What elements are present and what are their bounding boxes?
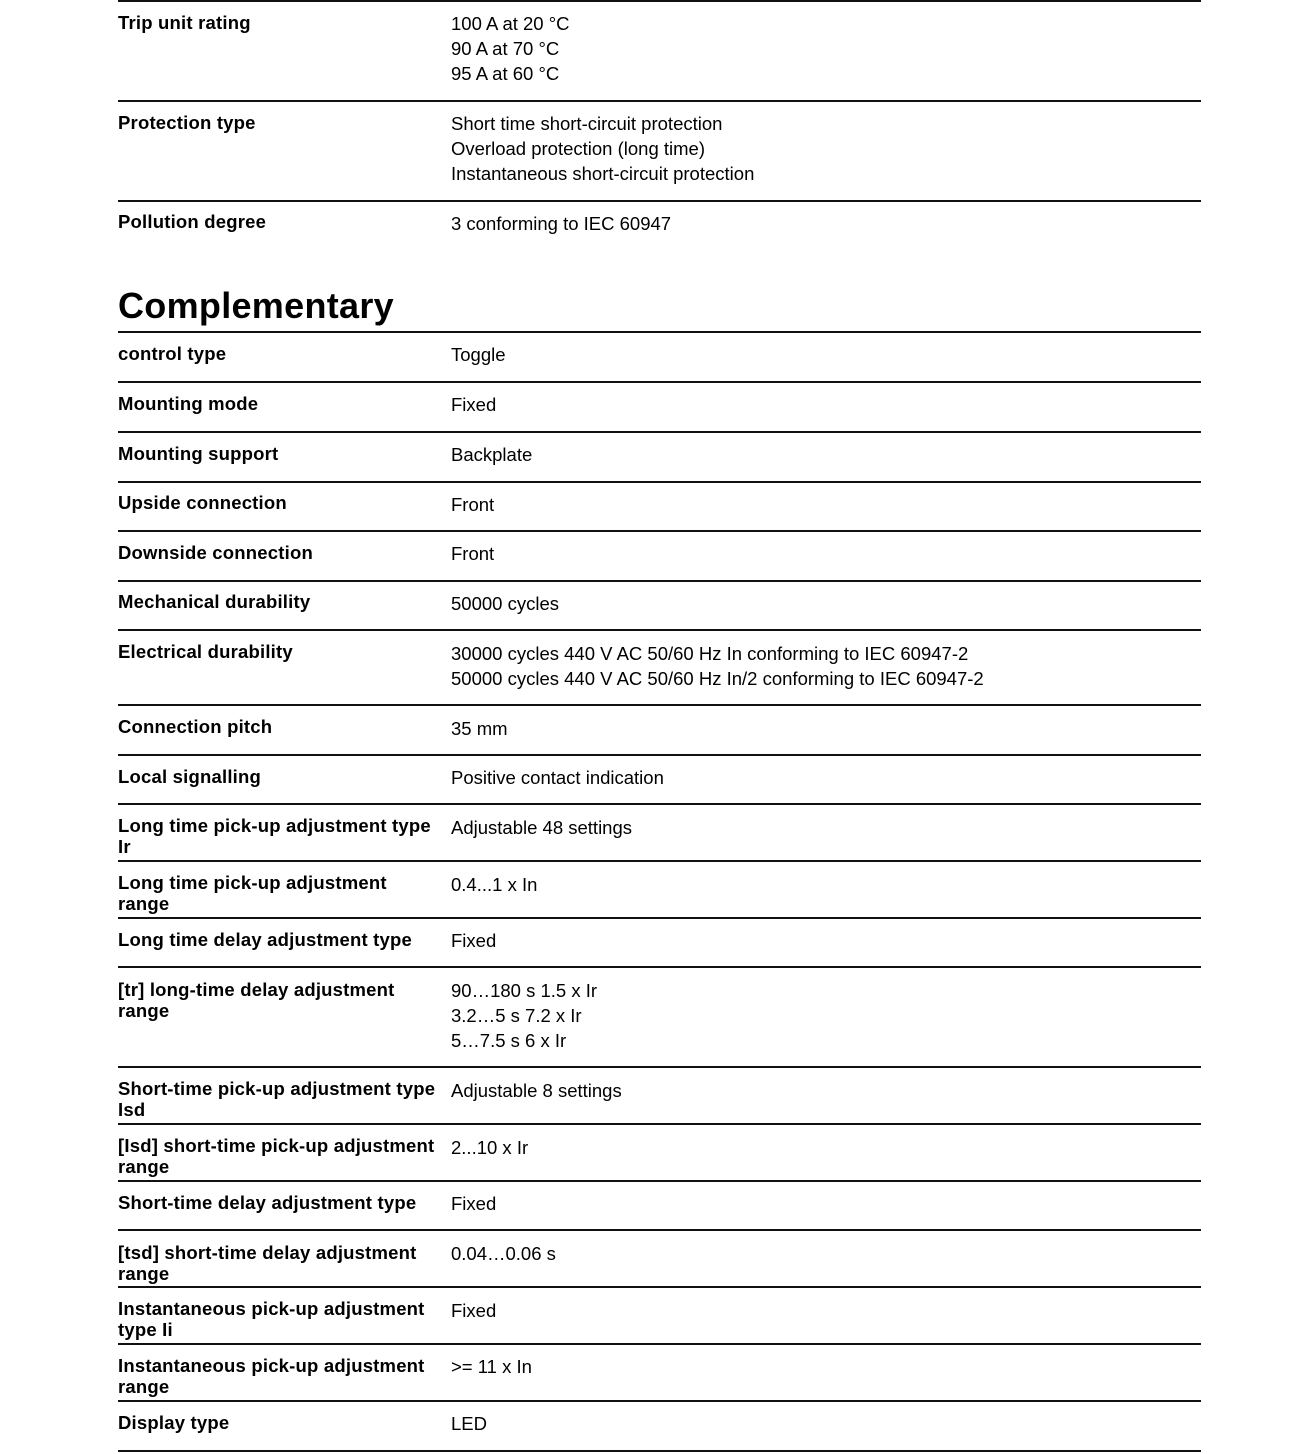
spec-value-line: 50000 cycles [451,593,559,614]
spec-value-line: 95 A at 60 °C [451,63,560,84]
spec-label: Trip unit rating [118,12,251,33]
spec-value [451,1191,496,1216]
row-divider [118,754,1201,756]
row-divider [118,1450,1201,1452]
spec-value-line: 0.4...1 x In [451,874,538,895]
row-divider [118,381,1201,383]
spec-value-line: 30000 cycles 440 V AC 50/60 Hz In conforming to IEC 60947-2 [451,643,969,664]
spec-value-line: 2...10 x Ir [451,1137,529,1158]
spec-value-line: Overload protection (long time) [451,138,705,159]
spec-value-line: Instantaneous short-circuit protection [451,163,755,184]
spec-value [451,716,508,741]
spec-value-line: 100 A at 20 °C [451,13,570,34]
spec-value-line: Fixed [451,394,497,415]
spec-value-line: 50000 cycles 440 V AC 50/60 Hz In/2 conforming to IEC 60947-2 [451,668,984,689]
spec-value-line: Positive contact indication [451,767,664,788]
spec-label: Protection type [118,112,256,133]
row-divider [118,431,1201,433]
spec-value [451,541,494,566]
spec-label: Electrical durability [118,641,293,662]
spec-value [451,1354,532,1379]
spec-value [451,1298,496,1323]
row-divider [118,704,1201,706]
spec-label: Instantaneous pick-up adjustment range [118,1355,425,1397]
spec-value [451,1411,487,1436]
row-divider [118,100,1201,102]
spec-value [451,111,754,186]
spec-value-line: 90 A at 70 °C [451,38,560,59]
row-divider [118,1400,1201,1402]
row-divider [118,1123,1201,1125]
row-divider [118,966,1201,968]
spec-value-line: Fixed [451,1193,497,1214]
spec-value [451,11,570,86]
row-divider [118,331,1201,333]
row-divider [118,803,1201,805]
row-divider [118,1343,1201,1345]
spec-label: Instantaneous pick-up adjustment type Ii [118,1298,425,1340]
spec-value [451,641,984,691]
spec-value-line: 3 conforming to IEC 60947 [451,213,672,234]
spec-value [451,392,496,417]
row-divider [118,1180,1201,1182]
section-title-complementary: Complementary [118,285,394,326]
row-divider [118,860,1201,862]
spec-label: Mounting mode [118,393,259,414]
spec-value-line: Adjustable 8 settings [451,1080,622,1101]
row-divider [118,580,1201,582]
spec-value [451,1241,556,1266]
spec-value [451,442,532,467]
row-divider [118,0,1201,2]
spec-label: [tsd] short-time delay adjustment range [118,1242,417,1284]
spec-value [451,815,632,840]
row-divider [118,629,1201,631]
spec-value-line: Fixed [451,1300,497,1321]
spec-value [451,872,537,897]
spec-value-line: Short time short-circuit protection [451,113,723,134]
spec-value-line: Adjustable 48 settings [451,817,633,838]
spec-label: Long time delay adjustment type [118,929,413,950]
spec-label: control type [118,343,227,364]
spec-value [451,765,664,790]
spec-value [451,591,559,616]
spec-label: Mechanical durability [118,591,311,612]
spec-value [451,1078,622,1103]
row-divider [118,1066,1201,1068]
spec-value [451,342,506,367]
spec-label: Connection pitch [118,716,273,737]
spec-value [451,928,496,953]
row-divider [118,530,1201,532]
spec-label: Display type [118,1412,230,1433]
spec-label: Mounting support [118,443,279,464]
spec-label: Long time pick-up adjustment type Ir [118,815,431,857]
spec-value-line: >= 11 x In [451,1356,532,1377]
spec-value-line: 35 mm [451,718,508,739]
spec-value-line: Toggle [451,344,506,365]
spec-label: Long time pick-up adjustment range [118,872,387,914]
row-divider [118,1286,1201,1288]
spec-label: Downside connection [118,542,313,563]
spec-value-line: 90…180 s 1.5 x Ir [451,980,598,1001]
row-divider [118,917,1201,919]
spec-label: Short-time pick-up adjustment type Isd [118,1078,436,1120]
spec-value-line: Fixed [451,930,497,951]
spec-value-line: 3.2…5 s 7.2 x Ir [451,1005,582,1026]
spec-value-line: Backplate [451,444,533,465]
row-divider [118,1229,1201,1231]
row-divider [118,200,1201,202]
spec-label: [Isd] short-time pick-up adjustment range [118,1135,435,1177]
spec-value [451,211,671,236]
spec-value-line: LED [451,1413,487,1434]
spec-label: [tr] long-time delay adjustment range [118,979,395,1021]
spec-value-line: Front [451,494,495,515]
spec-value [451,492,494,517]
spec-value-line: 0.04…0.06 s [451,1243,556,1264]
spec-label: Short-time delay adjustment type [118,1192,417,1213]
spec-value [451,1135,528,1160]
row-divider [118,481,1201,483]
spec-value [451,978,597,1053]
spec-value-line: 5…7.5 s 6 x Ir [451,1030,567,1051]
spec-value-line: Front [451,543,495,564]
spec-label: Upside connection [118,492,287,513]
spec-label: Local signalling [118,766,261,787]
spec-label: Pollution degree [118,211,267,232]
